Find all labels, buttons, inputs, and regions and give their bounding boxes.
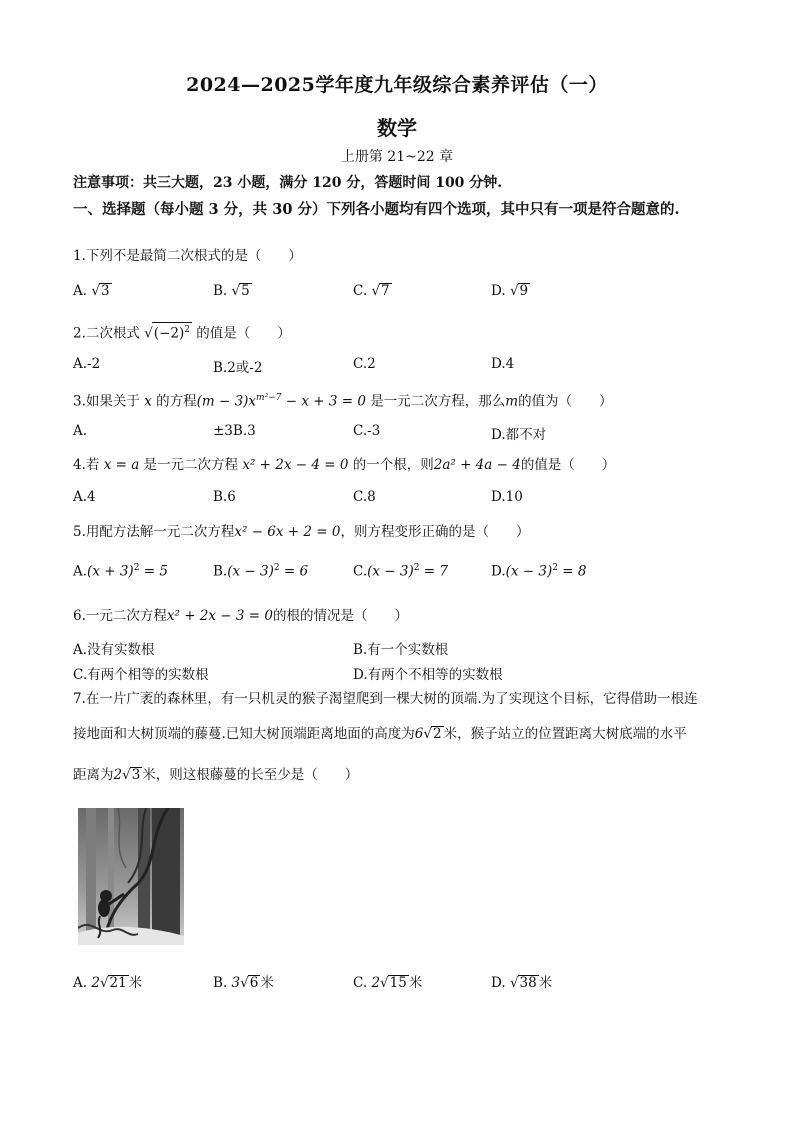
option-b: ±3B.3 [213,423,256,439]
question-6-options-row2 [73,663,713,687]
option-b: B. 3√6 米 [213,975,274,991]
option-b: B.6 [213,489,236,505]
option-b: B. √5 [213,283,250,299]
option-a: A. 2√21 米 [73,975,143,991]
question-2-options [73,356,713,380]
radicand: $(-2)^2$ [152,322,192,342]
option-d: D.有两个不相等的实数根 [353,667,503,683]
question-3-options [73,423,713,447]
option-b: $B.(x - 3)^2 = 6$ [213,563,309,580]
exam-title: 2024—2025学年度九年级综合素养评估（一） [186,74,608,96]
section-heading: 一、选择题（每小题 3 分，共 30 分）下列各小题均有四个选项，其中只有一项是符合题意的. [73,201,680,218]
option-c: C. √7 [353,283,390,299]
option-b: B.2或-2 [213,360,263,376]
option-d: $D.(x - 3)^2 = 8$ [491,563,587,580]
question-7-line-1: 7.在一片广袤的森林里，有一只机灵的猴子渴望爬到一棵大树的顶端.为了实现这个目标，它得借助一根连 [73,691,698,707]
question-6-options-row1 [73,638,713,662]
option-d: D.10 [491,489,523,505]
option-c: C.有两个相等的实数根 [73,667,209,683]
option-a: A. [73,423,88,439]
option-a: $A.(x + 3)^2 = 5$ [73,563,168,580]
option-c: C.8 [353,489,376,505]
option-c: C. 2√15 米 [353,975,423,991]
question-7-line-3: 距离为2√3 米，则这根藤蔓的长至少是（ ） [73,767,359,783]
monkey-vine-illustration [78,808,184,945]
option-d: D.4 [491,356,515,372]
question-4-stem: 4.若 x = a 是一元二次方程 x² + 2x − 4 = 0 的一个根，则2a² + 4a − 4的值是（ ） [73,457,616,473]
option-d: D. √38 米 [491,975,553,991]
option-c: C.2 [353,356,376,372]
question-4-options [73,489,713,513]
exam-notice: 注意事项：共三大题，23 小题，满分 120 分，答题时间 100 分钟. [73,175,503,191]
chapter-scope: 上册第 21~22 章 [340,149,454,165]
option-a: A. √3 [73,283,110,299]
question-2-stem: 2.二次根式 $√(-2)^2$ 的值是（ ） [73,322,291,344]
question-5-stem: 5.用配方法解一元二次方程x² − 6x + 2 = 0，则方程变形正确的是（ ） [73,524,530,540]
option-d: D. √9 [491,283,529,299]
question-6-stem: 6.一元二次方程x² + 2x − 3 = 0的根的情况是（ ） [73,608,408,624]
question-1-stem: 1.下列不是最简二次根式的是（ ） [73,248,302,264]
option-a: A.4 [73,489,96,505]
subject-heading: 数学 [377,116,417,140]
question-7-options [73,971,713,995]
option-c: C.-3 [353,423,381,439]
option-b: B.有一个实数根 [353,642,449,658]
question-1-options [73,283,713,307]
option-c: $C.(x - 3)^2 = 7$ [353,563,448,580]
question-7-line-2: 接地面和大树顶端的藤蔓.已知大树顶端距离地面的高度为6√2 米，猴子站立的位置距离大树底端的水平 [73,726,687,742]
option-a: A.没有实数根 [73,642,155,658]
option-a: A.-2 [73,356,101,372]
question-5-options [73,563,713,587]
question-3-stem: 3.如果关于 x 的方程$(m - 3)x^{m^2-7} - x + 3 = 0$ 是一元二次方程，那么m的值为（ ） [73,393,613,410]
option-d: D.都不对 [491,427,547,443]
